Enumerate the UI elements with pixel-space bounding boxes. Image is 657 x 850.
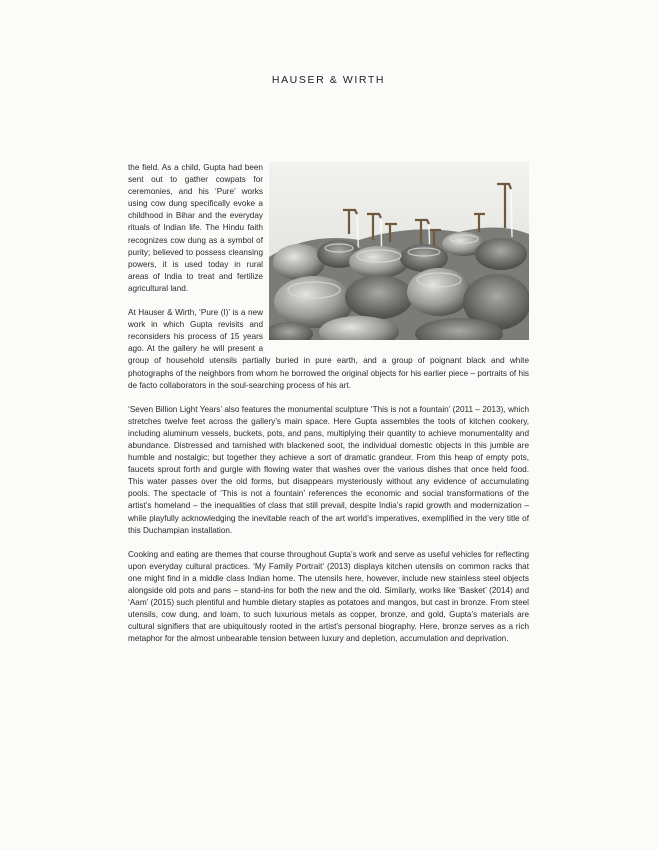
article-body	[128, 162, 529, 657]
paragraph-2: At Hauser & Wirth, ‘Pure (I)’ is a new work in which Gupta revisits and reconsiders his process of 15 years ago. At the gallery he will present a group of household utensils partially buried in pure earth, and a group of poignant black and white photographs of the neighbors from whom he borrowed the original objects for his earlier piece – portraits of his de facto collaborators in the soul-searching process of his art.	[128, 308, 529, 390]
gallery-logo: HAUSER & WIRTH	[271, 74, 386, 86]
paragraph-4: Cooking and eating are themes that course throughout Gupta’s work and serve as useful vehicles for reflecting upon everyday cultural practices. ‘My Family Portrait’ (2013) displays kitchen utensils on common racks that one might find in a middle class Indian home. The utensils here, however, include new stainless steel objects alongside old pots and pans – stand-ins for both the new and the old. Similarly, works like ‘Basket’ (2014) and ‘Aam’ (2015) such plentiful and humble dietary staples as potatoes and mangos, but cast in bronze. From steel utensils, cow dung, and loam, to such luxurious metals as copper, bronze, and gold, Gupta’s materials are cultural signifiers that are ubiquitously rooted in the artist’s personal biography. Here, bronze serves as a rich metaphor for the almost unbearable tension between luxury and depletion, accumulation and deprivation.	[128, 549, 529, 644]
paragraph-1: the field. As a child, Gupta had been sent out to gather cowpats for ceremonies, and his ‘Pure’ works using cow dung specifically evoke a childhood in Bihar and the everyday rituals of Indian life. The Hindu faith recognizes cow dung as a symbol of purity; believed to possess cleansing powers, it is used today in rural areas of India to treat and fertilize agricultural land.	[128, 163, 263, 293]
paragraph-3: ‘Seven Billion Light Years’ also features the monumental sculpture ‘This is not a fountain’ (2011 – 2013), which stretches twelve feet across the gallery’s main space. Here Gupta assembles the tools of kitchen cookery, including aluminum vessels, buckets, pots, and pans, multiplying their quantity to achieve monumentality and abundance. Distressed and tarnished with blackened soot, the individual domestic objects in this jumble are humble and nostalgic; but together they achieve a sort of dramatic grandeur. From this heap of empty pots, faucets sprout forth and gurgle with flowing water that washes over the various dishes that once held food. This water passes over the old forms, but disappears mysteriously without any evidence of accumulating pools. The spectacle of ‘This is not a fountain’ references the economic and social transformations of the artist’s homeland – the inequalities of class that still prevail, despite India’s rapid growth and modernization – while playfully acknowledging the inevitable reach of the art world’s imperatives, exemplified in the very title of this Duchampian installation.	[128, 404, 529, 535]
installation-photo	[269, 162, 529, 340]
